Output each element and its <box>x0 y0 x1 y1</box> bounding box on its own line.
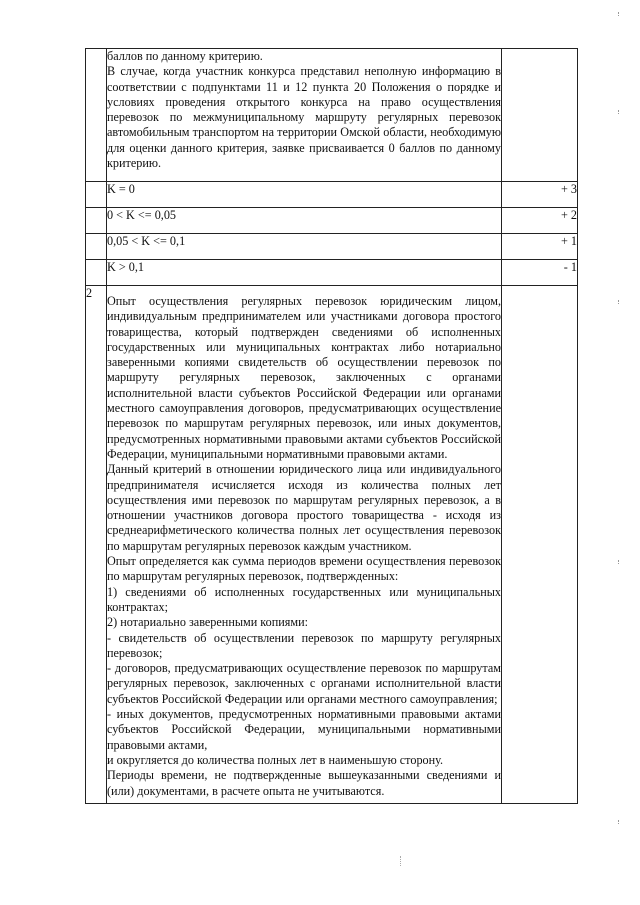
criterion-paragraph: Периоды времени, не подтвержденные вышеуказанными сведениями и (или) документами, в расчете опыта не учитываются. <box>107 768 501 798</box>
criterion-paragraph: и округляется до количества полных лет в наименьшую сторону. <box>107 752 444 767</box>
k-condition: 0 < K <= 0,05 <box>107 208 502 234</box>
intro-paragraph: В случае, когда участник конкурса представил неполную информацию в соответствии с подпунктами 11 и 12 пункта 20 Положения о порядке и условиях проведения открытого конкурса на право осуществления перевозок по межмуниципальному маршруту регулярных перевозок автомобильным транспортом на территории Омской области, необходимую для оценки данного критерия, заявке присваивается 0 баллов по данному критерию. <box>107 64 501 171</box>
k-score: + 2 <box>502 208 578 234</box>
criterion-paragraph: - иных документов, предусмотренных нормативными правовыми актами субъектов Российской Федерации, муниципальными нормативными правовыми актами, <box>107 707 501 752</box>
k-score: - 1 <box>502 260 578 286</box>
intro-text-cell <box>107 49 502 182</box>
number-cell <box>86 49 107 182</box>
scan-edge-mark <box>618 560 620 564</box>
criteria-table <box>85 48 578 804</box>
score-cell <box>502 286 578 804</box>
table-row <box>86 208 578 234</box>
criterion-paragraph: Опыт осуществления регулярных перевозок юридическим лицом, индивидуальным предпринимателем или участниками договора простого товарищества, который подтвержден сведениями об исполненных государственных или муниципальных контрактах либо нотариально заверенными копиями свидетельств об осуществлении перевозок по маршруту регулярных перевозок, заключенных с органами исполнительной власти субъектов Российской Федерации или органами местного самоуправления договоров, предусматривающих осуществление перевозок по маршрутам регулярных перевозок, или иных документов, предусмотренных нормативными правовыми актами субъектов Российской Федерации, муниципальными нормативными правовыми актами. <box>107 294 501 461</box>
table-row <box>86 234 578 260</box>
k-condition: 0,05 < K <= 0,1 <box>107 234 502 260</box>
table-row <box>86 286 578 804</box>
scan-edge-mark <box>618 820 620 824</box>
criterion-paragraph: - свидетельств об осуществлении перевозок по маршруту регулярных перевозок; <box>107 630 501 660</box>
criterion-paragraph: - договоров, предусматривающих осуществление перевозок по маршрутам регулярных перевозок, заключенных с органами исполнительной власти субъектов Российской Федерации или органами местного самоуправления; <box>107 661 501 706</box>
criterion-paragraph: 2) нотариально заверенными копиями: <box>107 615 308 630</box>
k-condition: K = 0 <box>107 182 502 208</box>
criterion-text-cell <box>107 286 502 804</box>
criterion-paragraph: Данный критерий в отношении юридического лица или индивидуального предпринимателя исчисляется исходя из количества полных лет осуществления ими перевозок по маршрутам регулярных перевозок, а в отношении участников договора простого товарищества - исходя из среднеарифметического количества полных лет осуществления перевозок по маршрутам регулярных перевозок каждым участником. <box>107 462 501 553</box>
criterion-paragraph: Опыт определяется как сумма периодов времени осуществления перевозок по маршрутам регулярных перевозок, подтвержденных: <box>107 554 501 584</box>
scan-edge-mark <box>618 300 620 304</box>
criterion-number: 2 <box>86 286 107 804</box>
table-row <box>86 182 578 208</box>
k-condition: K > 0,1 <box>107 260 502 286</box>
scan-bottom-mark <box>400 856 402 866</box>
table-row <box>86 260 578 286</box>
k-score: + 3 <box>502 182 578 208</box>
intro-paragraph: баллов по данному критерию. <box>107 49 263 63</box>
table-row <box>86 49 578 182</box>
k-score: + 1 <box>502 234 578 260</box>
score-cell <box>502 49 578 182</box>
scan-edge-mark <box>618 12 620 16</box>
criterion-paragraph: 1) сведениями об исполненных государственных или муниципальных контрактах; <box>107 584 501 614</box>
scan-edge-mark <box>618 110 620 114</box>
